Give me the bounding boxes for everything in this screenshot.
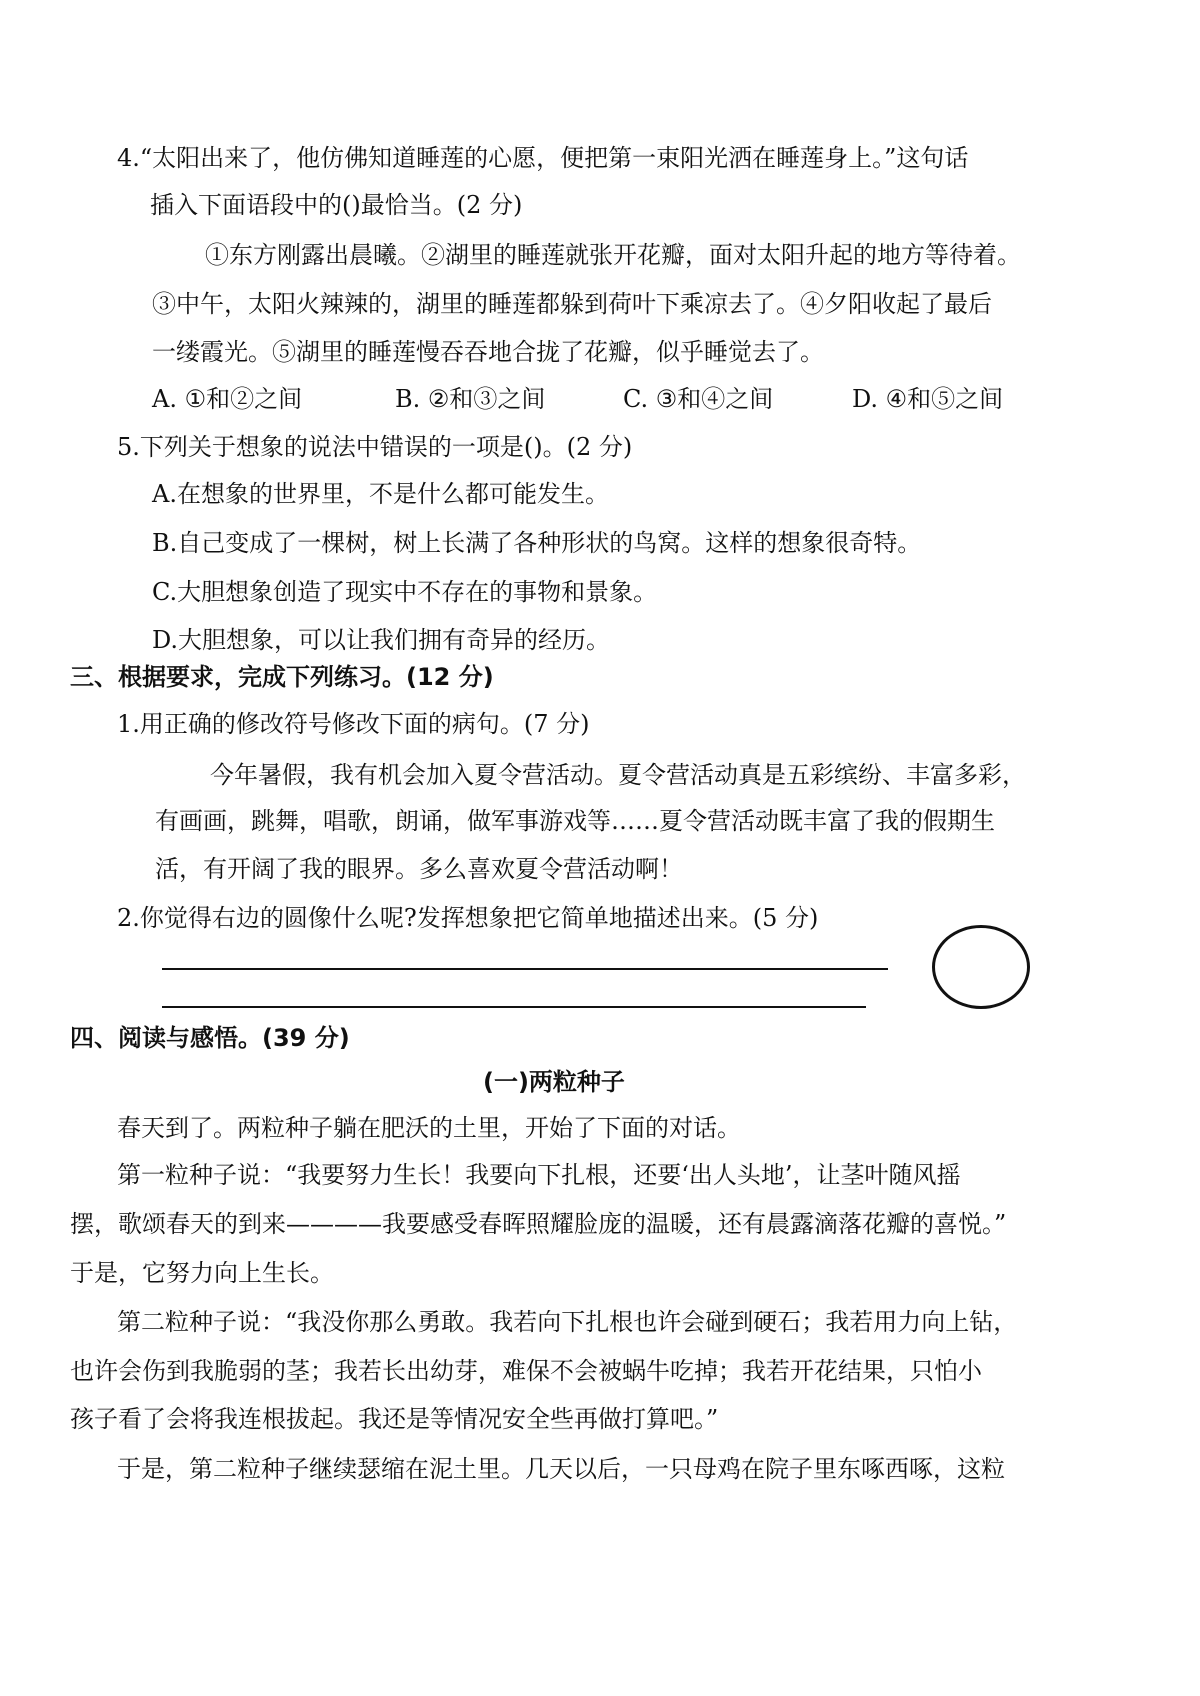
q5-option-d: D.大胆想象，可以让我们拥有奇异的经历。 (152, 626, 611, 654)
s3-q1-passage-line1: 今年暑假，我有机会加入夏令营活动。夏令营活动真是五彩缤纷、丰富多彩， (210, 761, 1026, 789)
answer-line-1[interactable] (162, 968, 888, 970)
q4-option-b: B. ②和③之间 (395, 385, 546, 413)
q5-option-c: C.大胆想象创造了现实中不存在的事物和景象。 (152, 578, 658, 606)
q4-passage-line2: ③中午，太阳火辣辣的，湖里的睡莲都躲到荷叶下乘凉去了。④夕阳收起了最后 (152, 290, 992, 318)
q4-option-a: A. ①和②之间 (152, 385, 303, 413)
article-paragraph-3: 于是，它努力向上生长。 (70, 1259, 334, 1287)
article-paragraph-5-line1: 于是，第二粒种子继续瑟缩在泥土里。几天以后，一只母鸡在院子里东啄西啄，这粒 (117, 1455, 1005, 1483)
q4-stem-line2: 插入下面语段中的()最恰当。(2 分) (150, 191, 523, 219)
article-title: (一)两粒种子 (483, 1068, 625, 1096)
s3-q1-passage-line3: 活，有开阔了我的眼界。多么喜欢夏令营活动啊！ (155, 855, 683, 883)
article-paragraph-2-line1: 第一粒种子说：“我要努力生长！我要向下扎根，还要‘出人头地’，让茎叶随风摇 (117, 1161, 961, 1189)
article-paragraph-1: 春天到了。两粒种子躺在肥沃的土里，开始了下面的对话。 (117, 1114, 741, 1142)
s3-q1-stem: 1.用正确的修改符号修改下面的病句。(7 分) (117, 710, 590, 738)
s3-q1-passage-line2: 有画画，跳舞，唱歌，朗诵，做军事游戏等……夏令营活动既丰富了我的假期生 (155, 807, 995, 835)
s3-q2-stem: 2.你觉得右边的圆像什么呢?发挥想象把它简单地描述出来。(5 分) (117, 904, 819, 932)
q4-passage-line3: 一缕霞光。⑤湖里的睡莲慢吞吞地合拢了花瓣，似乎睡觉去了。 (152, 338, 824, 366)
q4-option-c: C. ③和④之间 (623, 385, 774, 413)
section3-heading: 三、根据要求，完成下列练习。(12 分) (70, 663, 494, 691)
article-paragraph-2-line2: 摆，歌颂春天的到来————我要感受春晖照耀脸庞的温暖，还有晨露滴落花瓣的喜悦。” (70, 1210, 1007, 1238)
article-paragraph-4-line3: 孩子看了会将我连根拔起。我还是等情况安全些再做打算吧。” (70, 1405, 719, 1433)
q5-option-a: A.在想象的世界里，不是什么都可能发生。 (152, 480, 609, 508)
article-paragraph-4-line2: 也许会伤到我脆弱的茎；我若长出幼芽，难保不会被蜗牛吃掉；我若开花结果，只怕小 (70, 1357, 982, 1385)
q5-stem: 5.下列关于想象的说法中错误的一项是()。(2 分) (117, 433, 633, 461)
section4-heading: 四、阅读与感悟。(39 分) (70, 1024, 350, 1052)
circle-figure (932, 925, 1030, 1009)
answer-line-2[interactable] (162, 1006, 866, 1008)
q4-stem-line1: 4.“太阳出来了，他仿佛知道睡莲的心愿，便把第一束阳光洒在睡莲身上。”这句话 (117, 144, 969, 172)
q4-option-d: D. ④和⑤之间 (852, 385, 1004, 413)
article-paragraph-4-line1: 第二粒种子说：“我没你那么勇敢。我若向下扎根也许会碰到硬石；我若用力向上钻， (117, 1308, 1018, 1336)
q5-option-b: B.自己变成了一棵树，树上长满了各种形状的鸟窝。这样的想象很奇特。 (152, 529, 922, 557)
q4-passage-line1: ①东方刚露出晨曦。②湖里的睡莲就张开花瓣，面对太阳升起的地方等待着。 (205, 241, 1021, 269)
